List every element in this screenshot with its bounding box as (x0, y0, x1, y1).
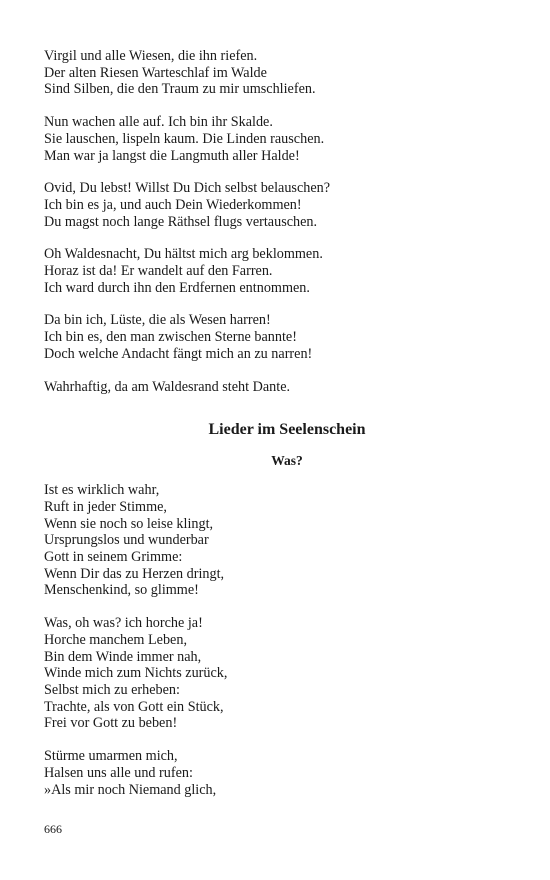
verse-line: Man war ja langst die Langmuth aller Halde! (44, 147, 300, 164)
verse-line: Gott in seinem Grimme: (44, 549, 183, 566)
verse-line: Ich bin es, den man zwischen Sterne bannte! (44, 329, 297, 346)
stanza (44, 180, 514, 230)
verse-line: Du magst noch lange Räthsel flugs vertauschen. (44, 213, 318, 230)
verse-line: Winde mich zum Nichts zurück, (44, 665, 228, 682)
stanza (44, 312, 514, 362)
verse-line: Wahrhaftig, da am Waldesrand steht Dante. (44, 378, 291, 395)
stanza (44, 246, 514, 296)
verse-line: Wenn Dir das zu Herzen dringt, (44, 565, 225, 582)
verse-line: Sie lauschen, lispeln kaum. Die Linden rauschen. (44, 130, 325, 147)
verse-line: Da bin ich, Lüste, die als Wesen harren! (44, 312, 271, 329)
poem-part-before (44, 48, 514, 395)
verse-line: Horaz ist da! Er wandelt auf den Farren. (44, 263, 273, 280)
verse-line: Ich bin es ja, und auch Dein Wiederkommen! (44, 196, 302, 213)
verse-line: Oh Waldesnacht, Du hältst mich arg beklommen. (44, 246, 323, 263)
stanza (44, 379, 514, 396)
poem-title: Was? (271, 453, 303, 469)
verse-line: Stürme umarmen mich, (44, 748, 178, 765)
verse-line: Menschenkind, so glimme! (44, 582, 199, 599)
verse-line: Ich ward durch ihn den Erdfernen entnommen. (44, 279, 310, 296)
verse-line: Ruft in jeder Stimme, (44, 498, 167, 515)
verse-line: Doch welche Andacht fängt mich an zu narren! (44, 345, 313, 362)
verse-line: Ist es wirklich wahr, (44, 482, 160, 499)
verse-line: Horche manchem Leben, (44, 631, 187, 648)
section-title: Lieder im Seelenschein (208, 421, 366, 439)
verse-line: Trachte, als von Gott ein Stück, (44, 698, 224, 715)
stanza (44, 48, 514, 98)
verse-line: Wenn sie noch so leise klingt, (44, 515, 214, 532)
stanza (44, 615, 514, 732)
page-number: 666 (44, 822, 62, 836)
poem-part-after (44, 482, 514, 798)
verse-line: »Als mir noch Niemand glich, (44, 781, 217, 798)
verse-line: Ursprungslos und wunderbar (44, 532, 209, 549)
verse-line: Nun wachen alle auf. Ich bin ihr Skalde. (44, 114, 273, 131)
stanza (44, 748, 514, 798)
stanza (44, 114, 514, 164)
verse-line: Der alten Riesen Warteschlaf im Walde (44, 64, 267, 81)
verse-line: Selbst mich zu erheben: (44, 681, 180, 698)
verse-line: Bin dem Winde immer nah, (44, 648, 202, 665)
verse-line: Sind Silben, die den Traum zu mir umschliefen. (44, 81, 316, 98)
verse-line: Was, oh was? ich horche ja! (44, 615, 203, 632)
verse-line: Frei vor Gott zu beben! (44, 715, 178, 732)
text-block (44, 48, 514, 814)
verse-line: Virgil und alle Wiesen, die ihn riefen. (44, 48, 258, 64)
stanza (44, 482, 514, 599)
verse-line: Ovid, Du lebst! Willst Du Dich selbst belauschen? (44, 180, 331, 197)
verse-line: Halsen uns alle und rufen: (44, 764, 193, 781)
